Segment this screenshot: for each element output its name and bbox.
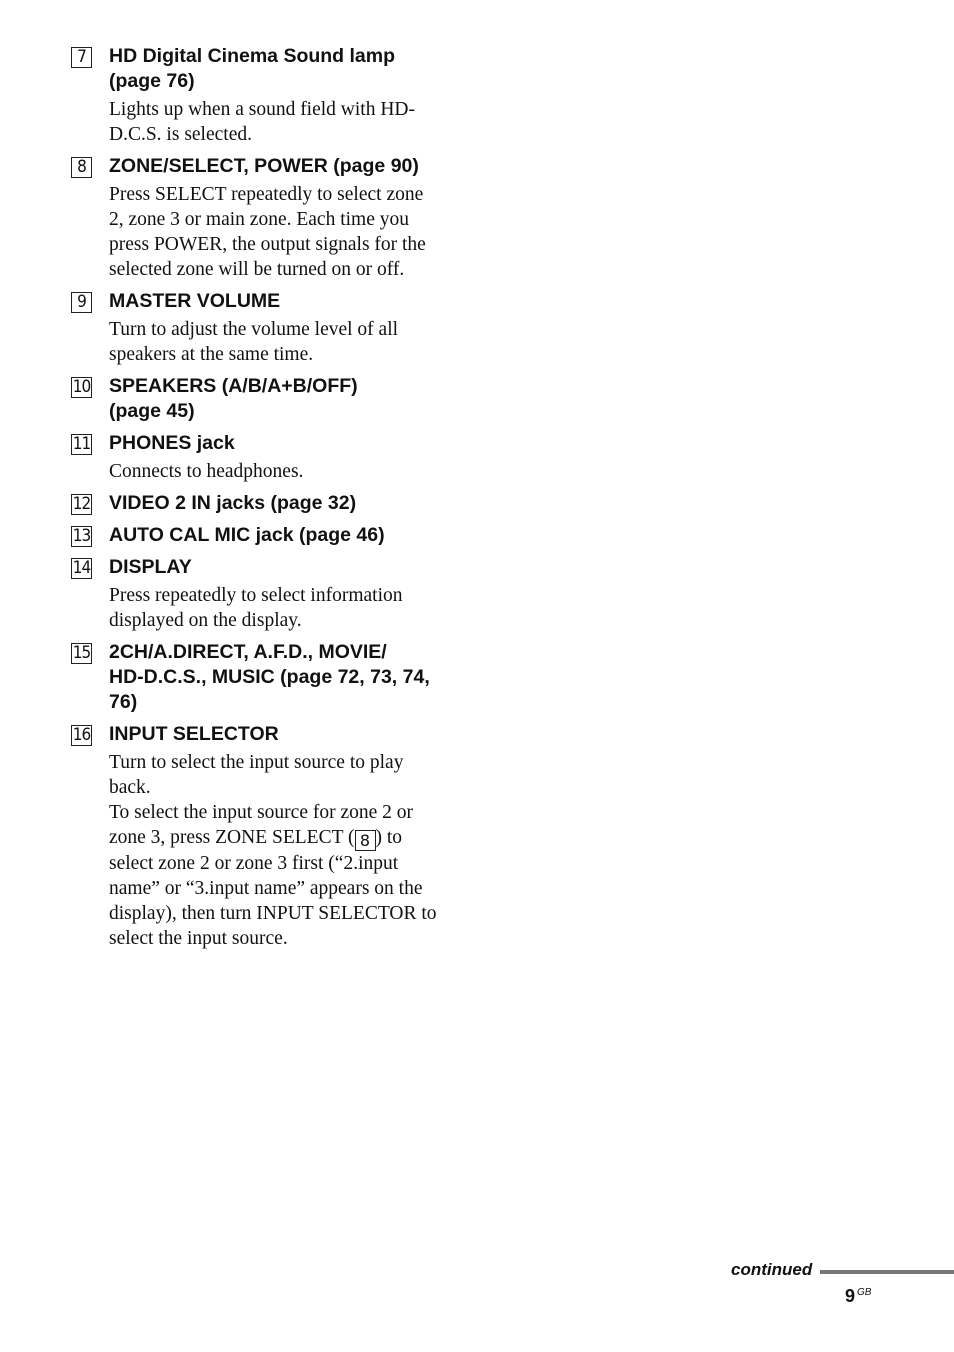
item-number: 14 bbox=[72, 558, 91, 578]
list-item bbox=[71, 640, 451, 715]
item-number: 15 bbox=[72, 643, 91, 663]
inline-item-reference: 8 bbox=[355, 830, 376, 851]
extra-text-before: To select the input source for zone 2 or zone 3, press ZONE SELECT ( bbox=[109, 802, 414, 848]
item-description: Press SELECT repeatedly to select zone 2, zone 3 or main zone. Each time you press POWER, the output signals for the selected zone will be turned on or off. bbox=[109, 184, 426, 280]
item-content bbox=[109, 374, 451, 424]
continued-bar bbox=[820, 1270, 954, 1274]
item-content bbox=[109, 555, 451, 633]
item-content bbox=[109, 491, 451, 516]
item-heading: SPEAKERS (A/B/A+B/OFF) (page 45) bbox=[109, 375, 358, 422]
extra-text-after: ) to select zone 2 or zone 3 first (“2.input name” or “3.input name” appears on the display), then turn INPUT SELECTOR to select the input source. bbox=[109, 827, 437, 949]
list-item bbox=[71, 491, 451, 516]
list-item bbox=[71, 374, 451, 424]
page-number bbox=[845, 1282, 871, 1307]
item-heading: ZONE/SELECT, POWER (page 90) bbox=[109, 155, 419, 177]
item-description: Turn to select the input source to play back. bbox=[109, 752, 404, 798]
item-heading: HD Digital Cinema Sound lamp (page 76) bbox=[109, 45, 396, 92]
item-heading: MASTER VOLUME bbox=[109, 290, 281, 312]
item-number: 8 bbox=[71, 157, 92, 178]
item-content bbox=[109, 640, 451, 715]
list-item bbox=[71, 154, 451, 282]
list-item bbox=[71, 722, 451, 951]
list-item bbox=[71, 289, 451, 367]
item-heading: PHONES jack bbox=[109, 432, 235, 454]
item-content bbox=[109, 289, 451, 367]
item-number: 10 bbox=[72, 377, 91, 397]
item-content bbox=[109, 154, 451, 282]
page-number-suffix: GB bbox=[857, 1287, 872, 1298]
item-content bbox=[109, 431, 451, 484]
list-item bbox=[71, 523, 451, 548]
list-item bbox=[71, 431, 451, 484]
item-list bbox=[71, 44, 451, 958]
item-description: Lights up when a sound field with HD- D.C.S. is selected. bbox=[109, 99, 416, 145]
item-heading: AUTO CAL MIC jack (page 46) bbox=[109, 524, 385, 546]
item-content bbox=[109, 523, 451, 548]
item-heading: DISPLAY bbox=[109, 556, 192, 578]
item-number: 12 bbox=[72, 494, 91, 514]
item-number: 13 bbox=[72, 526, 91, 546]
item-heading: 2CH/A.DIRECT, A.F.D., MOVIE/ HD-D.C.S., MUSIC (page 72, 73, 74, 76) bbox=[109, 641, 430, 713]
item-number: 9 bbox=[71, 292, 92, 313]
page-number-value: 9 bbox=[845, 1286, 856, 1306]
item-description: Turn to adjust the volume level of all speakers at the same time. bbox=[109, 319, 399, 365]
list-item bbox=[71, 44, 451, 147]
item-content bbox=[109, 722, 451, 951]
item-description-extra bbox=[109, 800, 451, 951]
continued-label: continued bbox=[731, 1260, 813, 1279]
list-item bbox=[71, 555, 451, 633]
item-description: Press repeatedly to select information displayed on the display. bbox=[109, 585, 403, 631]
item-number: 11 bbox=[72, 434, 91, 454]
item-number: 7 bbox=[71, 47, 92, 68]
item-content bbox=[109, 44, 451, 147]
item-heading: INPUT SELECTOR bbox=[109, 723, 279, 745]
item-heading: VIDEO 2 IN jacks (page 32) bbox=[109, 492, 357, 514]
item-description: Connects to headphones. bbox=[109, 461, 304, 482]
item-number: 16 bbox=[72, 725, 91, 745]
